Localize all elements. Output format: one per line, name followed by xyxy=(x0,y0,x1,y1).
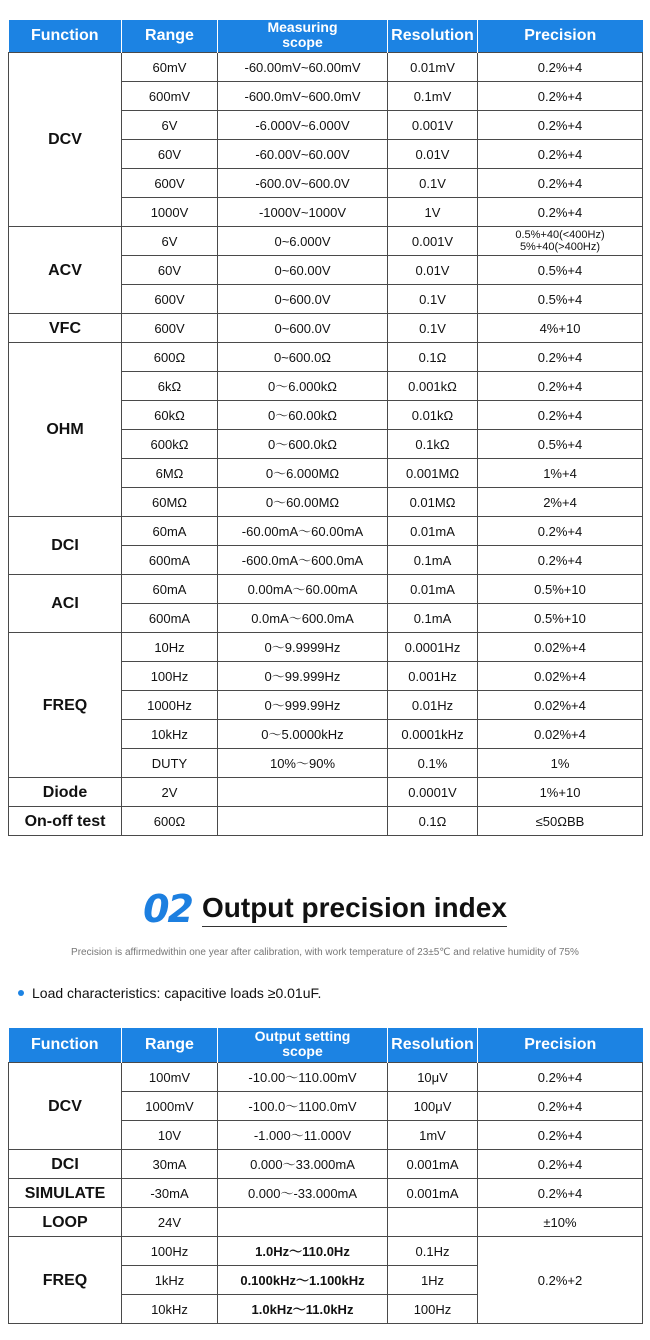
precision-cell: 0.2%+4 xyxy=(478,372,643,401)
resolution-cell: 0.01V xyxy=(388,140,478,169)
range-cell: 1000V xyxy=(122,198,218,227)
resolution-cell: 0.0001V xyxy=(388,778,478,807)
resolution-cell: 0.1Ω xyxy=(388,807,478,836)
precision-cell: 1%+4 xyxy=(478,459,643,488)
range-cell: 100mV xyxy=(122,1063,218,1092)
range-cell: 1000Hz xyxy=(122,691,218,720)
precision-cell: 0.5%+4 xyxy=(478,256,643,285)
table-row xyxy=(9,1063,643,1092)
function-cell: SIMULATE xyxy=(9,1179,122,1208)
resolution-cell: 0.1Hz xyxy=(388,1237,478,1266)
function-cell: DCI xyxy=(9,517,122,575)
function-cell: LOOP xyxy=(9,1208,122,1237)
scope-cell: 0~600.0Ω xyxy=(218,343,388,372)
range-cell: DUTY xyxy=(122,749,218,778)
range-cell: 60V xyxy=(122,256,218,285)
function-cell: Diode xyxy=(9,778,122,807)
range-cell: 6V xyxy=(122,111,218,140)
scope-cell: 0～60.00kΩ xyxy=(218,401,388,430)
precision-cell: 0.2%+4 xyxy=(478,517,643,546)
resolution-cell: 100μV xyxy=(388,1092,478,1121)
table-row xyxy=(9,53,643,82)
resolution-cell: 100Hz xyxy=(388,1295,478,1324)
resolution-cell: 0.1V xyxy=(388,314,478,343)
scope-cell: 0～6.000MΩ xyxy=(218,459,388,488)
precision-cell: 0.02%+4 xyxy=(478,720,643,749)
precision-cell: 1%+10 xyxy=(478,778,643,807)
scope-cell xyxy=(218,778,388,807)
bullet-dot-icon xyxy=(18,990,24,996)
table-row xyxy=(9,778,643,807)
function-cell: ACV xyxy=(9,227,122,314)
header-function: Function xyxy=(9,20,122,53)
scope-cell: -60.00mA～60.00mA xyxy=(218,517,388,546)
scope-cell: 1.0Hz～110.0Hz xyxy=(218,1237,388,1266)
resolution-cell: 1mV xyxy=(388,1121,478,1150)
scope-cell xyxy=(218,1208,388,1237)
measuring-spec-table xyxy=(8,20,643,836)
precision-cell: 0.2%+4 xyxy=(478,343,643,372)
range-cell: 600V xyxy=(122,169,218,198)
precision-cell: 0.2%+4 xyxy=(478,169,643,198)
header-range: Range xyxy=(122,20,218,53)
function-cell: FREQ xyxy=(9,633,122,778)
precision-cell: 0.2%+4 xyxy=(478,53,643,82)
range-cell: 100Hz xyxy=(122,1237,218,1266)
range-cell: 600mV xyxy=(122,82,218,111)
scope-cell: -60.00mV~60.00mV xyxy=(218,53,388,82)
table-header-row xyxy=(9,20,643,53)
precision-cell: 0.5%+10 xyxy=(478,575,643,604)
scope-cell: -1.000～11.000V xyxy=(218,1121,388,1150)
precision-cell: 0.5%+4 xyxy=(478,285,643,314)
scope-cell: 0.0mA～600.0mA xyxy=(218,604,388,633)
scope-cell: -1000V~1000V xyxy=(218,198,388,227)
scope-cell: 0~600.0V xyxy=(218,285,388,314)
scope-cell: 0～600.0kΩ xyxy=(218,430,388,459)
resolution-cell: 0.1Ω xyxy=(388,343,478,372)
calibration-note: Precision is affirmedwithin one year after calibration, with work temperature of 23±5℃ and relative humidity of 75% xyxy=(71,947,579,958)
resolution-cell: 0.001Hz xyxy=(388,662,478,691)
resolution-cell: 0.01V xyxy=(388,256,478,285)
range-cell: 600Ω xyxy=(122,343,218,372)
scope-cell: 1.0kHz～11.0kHz xyxy=(218,1295,388,1324)
scope-cell: 0～9.9999Hz xyxy=(218,633,388,662)
resolution-cell: 0.001V xyxy=(388,111,478,140)
range-cell: 10kHz xyxy=(122,1295,218,1324)
function-cell: FREQ xyxy=(9,1237,122,1324)
precision-cell: 0.2%+4 xyxy=(478,1063,643,1092)
range-cell: 1000mV xyxy=(122,1092,218,1121)
section-number: 02 xyxy=(143,887,192,931)
range-cell: 600V xyxy=(122,285,218,314)
range-cell: 24V xyxy=(122,1208,218,1237)
table-header-row xyxy=(9,1028,643,1063)
precision-cell: 0.2%+4 xyxy=(478,401,643,430)
resolution-cell: 10μV xyxy=(388,1063,478,1092)
header-measuring-scope: Measuring scope xyxy=(218,20,388,53)
scope-cell: 10%～90% xyxy=(218,749,388,778)
scope-cell: -600.0mA～600.0mA xyxy=(218,546,388,575)
resolution-cell: 0.001MΩ xyxy=(388,459,478,488)
precision-cell: 0.2%+4 xyxy=(478,1179,643,1208)
load-characteristics xyxy=(18,985,321,1001)
resolution-cell: 0.01mA xyxy=(388,517,478,546)
table-row xyxy=(9,343,643,372)
resolution-cell: 0.1mV xyxy=(388,82,478,111)
table-row xyxy=(9,314,643,343)
precision-cell: 0.2%+4 xyxy=(478,1092,643,1121)
precision-cell: 0.2%+4 xyxy=(478,140,643,169)
function-cell: DCI xyxy=(9,1150,122,1179)
range-cell: 30mA xyxy=(122,1150,218,1179)
table-row xyxy=(9,1150,643,1179)
table-row xyxy=(9,575,643,604)
scope-cell: 0～60.00MΩ xyxy=(218,488,388,517)
range-cell: 60MΩ xyxy=(122,488,218,517)
table-row xyxy=(9,1179,643,1208)
precision-cell: 0.02%+4 xyxy=(478,662,643,691)
resolution-cell: 1V xyxy=(388,198,478,227)
resolution-cell: 0.01mV xyxy=(388,53,478,82)
scope-cell: 0~60.00V xyxy=(218,256,388,285)
scope-cell: 0.000～33.000mA xyxy=(218,1150,388,1179)
function-cell: DCV xyxy=(9,1063,122,1150)
scope-cell: 0～5.0000kHz xyxy=(218,720,388,749)
precision-cell: 1% xyxy=(478,749,643,778)
resolution-cell: 0.1mA xyxy=(388,604,478,633)
range-cell: -30mA xyxy=(122,1179,218,1208)
scope-cell: 0～999.99Hz xyxy=(218,691,388,720)
header-resolution: Resolution xyxy=(388,20,478,53)
resolution-cell: 0.1kΩ xyxy=(388,430,478,459)
range-cell: 10Hz xyxy=(122,633,218,662)
header-precision: Precision xyxy=(478,20,643,53)
function-cell: OHM xyxy=(9,343,122,517)
precision-cell: ≤50ΩBB xyxy=(478,807,643,836)
resolution-cell: 0.1% xyxy=(388,749,478,778)
precision-cell: 0.5%+40(<400Hz) 5%+40(>400Hz) xyxy=(478,227,643,256)
scope-cell: 0~6.000V xyxy=(218,227,388,256)
precision-cell: 0.2%+2 xyxy=(478,1237,643,1324)
table-row xyxy=(9,1208,643,1237)
scope-cell: 0.00mA～60.00mA xyxy=(218,575,388,604)
range-cell: 6MΩ xyxy=(122,459,218,488)
resolution-cell: 0.1V xyxy=(388,169,478,198)
range-cell: 6kΩ xyxy=(122,372,218,401)
range-cell: 1kHz xyxy=(122,1266,218,1295)
range-cell: 6V xyxy=(122,227,218,256)
resolution-cell: 0.01kΩ xyxy=(388,401,478,430)
scope-cell: 0.100kHz～1.100kHz xyxy=(218,1266,388,1295)
resolution-cell: 0.01mA xyxy=(388,575,478,604)
range-cell: 60mA xyxy=(122,517,218,546)
range-cell: 600V xyxy=(122,314,218,343)
resolution-cell: 0.001V xyxy=(388,227,478,256)
resolution-cell: 0.0001Hz xyxy=(388,633,478,662)
table-row xyxy=(9,517,643,546)
resolution-cell: 0.1V xyxy=(388,285,478,314)
function-cell: ACI xyxy=(9,575,122,633)
precision-cell: 0.02%+4 xyxy=(478,633,643,662)
resolution-cell: 0.01MΩ xyxy=(388,488,478,517)
resolution-cell: 0.001kΩ xyxy=(388,372,478,401)
precision-cell: 4%+10 xyxy=(478,314,643,343)
range-cell: 600mA xyxy=(122,546,218,575)
resolution-cell: 0.01Hz xyxy=(388,691,478,720)
header-output-setting-scope: Output setting scope xyxy=(218,1028,388,1063)
range-cell: 100Hz xyxy=(122,662,218,691)
section-title: Output precision index xyxy=(202,892,507,927)
function-cell: On-off test xyxy=(9,807,122,836)
function-cell: DCV xyxy=(9,53,122,227)
precision-cell: 0.2%+4 xyxy=(478,1150,643,1179)
header-precision: Precision xyxy=(478,1028,643,1063)
table-row xyxy=(9,227,643,256)
precision-cell: 2%+4 xyxy=(478,488,643,517)
table-row xyxy=(9,1237,643,1266)
range-cell: 60kΩ xyxy=(122,401,218,430)
range-cell: 10kHz xyxy=(122,720,218,749)
header-range: Range xyxy=(122,1028,218,1063)
resolution-cell: 0.0001kHz xyxy=(388,720,478,749)
scope-cell: 0～6.000kΩ xyxy=(218,372,388,401)
table-row xyxy=(9,633,643,662)
precision-cell: 0.2%+4 xyxy=(478,111,643,140)
scope-cell: -100.0～1100.0mV xyxy=(218,1092,388,1121)
output-spec-table xyxy=(8,1028,643,1324)
header-function: Function xyxy=(9,1028,122,1063)
resolution-cell xyxy=(388,1208,478,1237)
load-characteristics-text: Load characteristics: capacitive loads ≥0.01uF. xyxy=(32,985,322,1001)
range-cell: 60mA xyxy=(122,575,218,604)
resolution-cell: 0.001mA xyxy=(388,1150,478,1179)
precision-cell: ±10% xyxy=(478,1208,643,1237)
scope-cell: -60.00V~60.00V xyxy=(218,140,388,169)
resolution-cell: 0.001mA xyxy=(388,1179,478,1208)
precision-cell: 0.5%+4 xyxy=(478,430,643,459)
precision-cell: 0.2%+4 xyxy=(478,198,643,227)
range-cell: 600mA xyxy=(122,604,218,633)
range-cell: 2V xyxy=(122,778,218,807)
scope-cell: -6.000V~6.000V xyxy=(218,111,388,140)
header-resolution: Resolution xyxy=(388,1028,478,1063)
scope-cell xyxy=(218,807,388,836)
range-cell: 600kΩ xyxy=(122,430,218,459)
scope-cell: -600.0V~600.0V xyxy=(218,169,388,198)
scope-cell: -10.00～110.00mV xyxy=(218,1063,388,1092)
scope-cell: -600.0mV~600.0mV xyxy=(218,82,388,111)
scope-cell: 0.000～-33.000mA xyxy=(218,1179,388,1208)
section-heading xyxy=(0,884,650,934)
scope-cell: 0~600.0V xyxy=(218,314,388,343)
range-cell: 60V xyxy=(122,140,218,169)
precision-cell: 0.5%+10 xyxy=(478,604,643,633)
range-cell: 600Ω xyxy=(122,807,218,836)
precision-cell: 0.2%+4 xyxy=(478,546,643,575)
resolution-cell: 1Hz xyxy=(388,1266,478,1295)
function-cell: VFC xyxy=(9,314,122,343)
precision-cell: 0.2%+4 xyxy=(478,82,643,111)
table-row xyxy=(9,807,643,836)
precision-cell: 0.02%+4 xyxy=(478,691,643,720)
scope-cell: 0～99.999Hz xyxy=(218,662,388,691)
range-cell: 60mV xyxy=(122,53,218,82)
range-cell: 10V xyxy=(122,1121,218,1150)
resolution-cell: 0.1mA xyxy=(388,546,478,575)
precision-cell: 0.2%+4 xyxy=(478,1121,643,1150)
